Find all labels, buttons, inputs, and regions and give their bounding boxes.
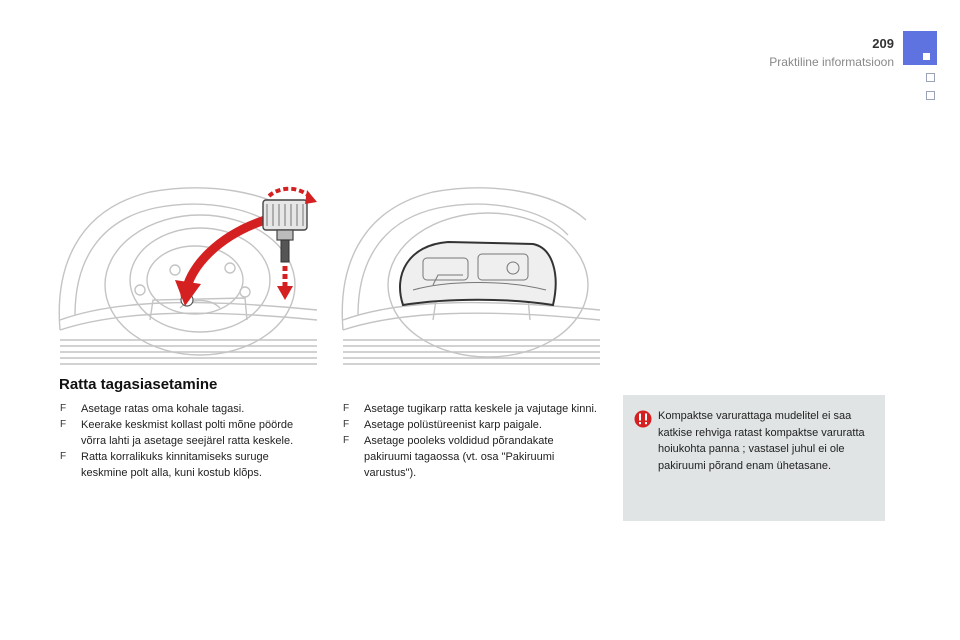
warning-icon [634, 410, 652, 428]
bullet-icon: F [60, 451, 67, 462]
list-item: F Asetage pooleks voldidud põrandakate pakiruumi tagaossa (vt. osa "Pakiruumi varustus"). [343, 435, 555, 479]
steps-list-right [343, 401, 603, 481]
list-item: F Asetage tugikarp ratta keskele ja vajutage kinni. [343, 403, 597, 415]
page-number: 209 [872, 36, 894, 51]
tab-marker-icon [923, 53, 930, 60]
list-item: F Asetage polüstüreenist karp paigale. [343, 419, 542, 431]
chapter-tab-empty[interactable] [926, 73, 935, 82]
spare-wheel-bolt-illustration [55, 180, 320, 370]
spare-wheel-storage-box-illustration [338, 180, 603, 370]
bullet-icon: F [343, 419, 350, 430]
chapter-title: Praktiline informatsioon [769, 55, 894, 69]
section-title: Ratta tagasiasetamine [59, 376, 218, 393]
chapter-tab[interactable] [903, 31, 937, 65]
steps-list-left [60, 401, 318, 481]
bullet-icon: F [343, 435, 350, 446]
warning-note-text: Kompaktse varurattaga mudelitel ei saa katkise rehviga ratast kompaktse varuratta hoiukohta panna ; vastasel juhul ei ole pakiruumi põrand enam ühetasane. [658, 410, 865, 472]
warning-note [623, 395, 885, 521]
list-item: F Asetage ratas oma kohale tagasi. [60, 403, 245, 415]
list-item: F Keerake keskmist kollast polti mõne pöörde võrra lahti ja asetage seejärel ratta keskele. [60, 419, 294, 447]
bullet-icon: F [60, 419, 67, 430]
chapter-tab-empty[interactable] [926, 91, 935, 100]
bullet-icon: F [343, 403, 350, 414]
bullet-icon: F [60, 403, 67, 414]
list-item: F Ratta korralikuks kinnitamiseks suruge keskmine polt alla, kuni kostub klõps. [60, 451, 269, 479]
